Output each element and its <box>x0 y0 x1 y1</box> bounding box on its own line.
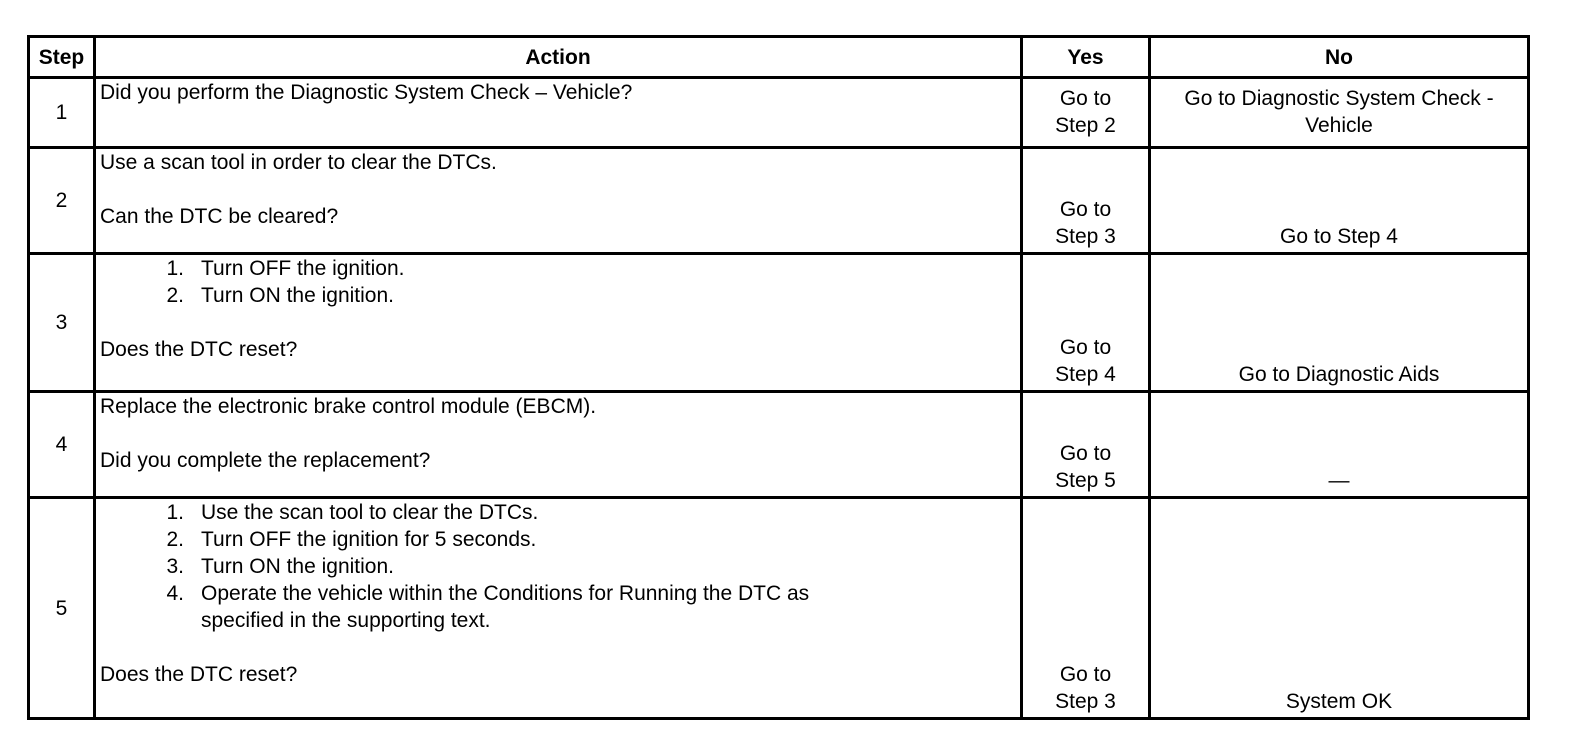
table-row <box>29 148 1529 254</box>
no-cell <box>1150 392 1529 498</box>
yes-cell <box>1022 392 1150 498</box>
step-number: 2 <box>29 148 95 254</box>
header-action: Action <box>95 37 1022 78</box>
yes-cell <box>1022 254 1150 392</box>
no-cell <box>1150 254 1529 392</box>
no-value-dash: — <box>1328 469 1350 492</box>
action-steps-list <box>100 255 1016 309</box>
no-cell <box>1150 148 1529 254</box>
action-question: Does the DTC reset? <box>100 338 298 361</box>
action-question: Can the DTC be cleared? <box>100 205 339 228</box>
list-item: 2. Turn OFF the ignition for 5 seconds. <box>166 528 537 551</box>
yes-link-line1[interactable]: Go to <box>1059 442 1112 465</box>
table-row <box>29 78 1529 148</box>
yes-cell <box>1022 498 1150 719</box>
action-text: Use a scan tool in order to clear the DTCs. <box>100 151 497 174</box>
no-link[interactable]: Go to Step 4 <box>1280 225 1398 248</box>
yes-link-line1[interactable]: Go to <box>1059 336 1112 359</box>
action-cell <box>95 78 1022 148</box>
yes-cell <box>1022 148 1150 254</box>
action-cell <box>95 392 1022 498</box>
no-cell <box>1150 498 1529 719</box>
action-text: Did you perform the Diagnostic System Check – Vehicle? <box>100 81 633 104</box>
yes-link-line2[interactable]: Step 5 <box>1055 469 1116 492</box>
header-no: No <box>1150 37 1529 78</box>
header-step: Step <box>29 37 95 78</box>
list-item: 1. Turn OFF the ignition. <box>166 257 405 280</box>
list-item: 3. Turn ON the ignition. <box>166 555 394 578</box>
step-number: 1 <box>29 78 95 148</box>
action-cell <box>95 254 1022 392</box>
step-number: 3 <box>29 254 95 392</box>
yes-cell <box>1022 78 1150 148</box>
action-question: Did you complete the replacement? <box>100 449 431 472</box>
action-steps-list <box>100 499 1016 634</box>
header-yes: Yes <box>1022 37 1150 78</box>
table-row <box>29 498 1529 719</box>
yes-link-line1[interactable]: Go to <box>1059 198 1112 221</box>
no-link-line2[interactable]: Vehicle <box>1305 113 1373 137</box>
yes-link-line2[interactable]: Step 3 <box>1055 690 1116 713</box>
yes-link-line2[interactable]: Step 4 <box>1055 363 1116 386</box>
header-row <box>29 37 1529 78</box>
action-cell <box>95 498 1022 719</box>
yes-link-line1[interactable]: Go to <box>1059 86 1112 110</box>
list-item: 4. Operate the vehicle within the Conditions for Running the DTC as specified in the supporting text. <box>166 582 810 632</box>
yes-link-line2[interactable]: Step 2 <box>1055 113 1116 137</box>
no-link[interactable]: Go to Diagnostic Aids <box>1238 363 1440 386</box>
yes-link-line1[interactable]: Go to <box>1059 663 1112 686</box>
list-item: 2. Turn ON the ignition. <box>166 284 394 307</box>
step-number: 5 <box>29 498 95 719</box>
yes-link-line2[interactable]: Step 3 <box>1055 225 1116 248</box>
action-text: Replace the electronic brake control module (EBCM). <box>100 395 597 418</box>
no-link-line1[interactable]: Go to Diagnostic System Check - <box>1184 86 1494 110</box>
action-cell <box>95 148 1022 254</box>
table-row <box>29 254 1529 392</box>
no-cell <box>1150 78 1529 148</box>
action-question: Does the DTC reset? <box>100 663 298 686</box>
step-number: 4 <box>29 392 95 498</box>
table-row <box>29 392 1529 498</box>
no-result: System OK <box>1285 690 1393 713</box>
list-item: 1. Use the scan tool to clear the DTCs. <box>166 501 539 524</box>
diagnostic-table <box>27 35 1530 720</box>
